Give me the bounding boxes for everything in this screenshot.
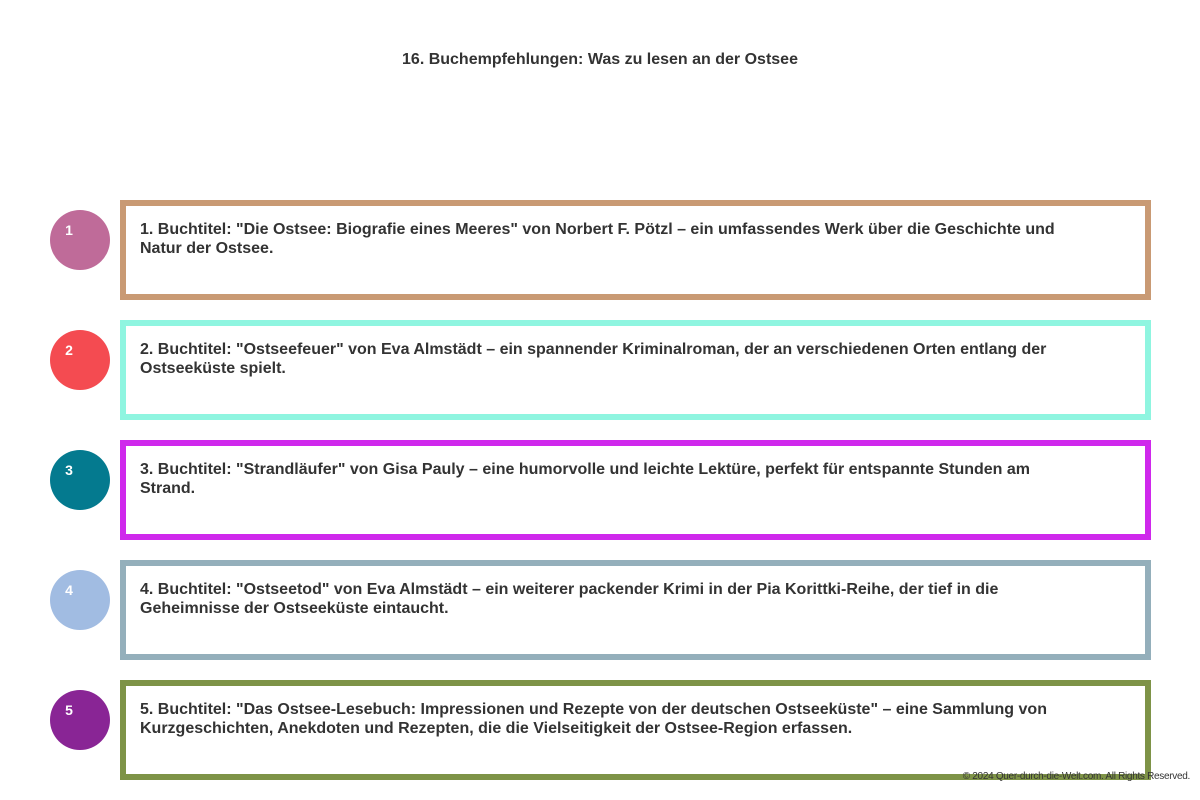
- book-recommendation-text: 1. Buchtitel: "Die Ostsee: Biografie eines Meeres" von Norbert F. Pötzl – ein umfassendes Werk über die Geschichte und Natur der Ostsee.: [140, 221, 1055, 257]
- book-recommendation-text: 3. Buchtitel: "Strandläufer" von Gisa Pauly – eine humorvolle und leichte Lektüre, perfekt für entspannte Stunden am Strand.: [140, 461, 1031, 497]
- number-badge: [50, 570, 110, 630]
- number-badge-label: 2: [65, 342, 73, 358]
- book-recommendation-text: 4. Buchtitel: "Ostseetod" von Eva Almstädt – ein weiterer packender Krimi in der Pia Korittki-Reihe, der tief in die Geheimnisse der Ostseeküste eintaucht.: [140, 581, 999, 617]
- list-item: [0, 200, 1200, 300]
- number-badge: [50, 330, 110, 390]
- book-recommendation-text: 5. Buchtitel: "Das Ostsee-Lesebuch: Impressionen und Rezepte von der deutschen Ostseeküste" – eine Sammlung von Kurzgeschichten, Anekdoten und Rezepten, die die Vielseitigkeit der Ostsee-Region erfassen.: [140, 701, 1047, 737]
- number-badge: [50, 690, 110, 750]
- list-item: [0, 560, 1200, 660]
- book-recommendation-box: [120, 560, 1151, 660]
- copyright-footer: © 2024 Quer-durch-die-Welt.com. All Rights Reserved.: [962, 771, 1190, 782]
- number-badge-label: 1: [65, 222, 73, 238]
- number-badge: [50, 210, 110, 270]
- book-recommendation-box: [120, 440, 1151, 540]
- number-badge-label: 3: [65, 462, 73, 478]
- page-title: 16. Buchempfehlungen: Was zu lesen an der Ostsee: [402, 51, 798, 68]
- number-badge-label: 4: [65, 582, 73, 598]
- list-item: [0, 320, 1200, 420]
- list-item: [0, 680, 1200, 780]
- book-recommendation-box: [120, 320, 1151, 420]
- book-recommendation-box: [120, 200, 1151, 300]
- number-badge-label: 5: [65, 702, 73, 718]
- list-item: [0, 440, 1200, 540]
- book-recommendation-text: 2. Buchtitel: "Ostseefeuer" von Eva Almstädt – ein spannender Kriminalroman, der an verschiedenen Orten entlang der Ostseeküste spielt.: [140, 341, 1047, 377]
- number-badge: [50, 450, 110, 510]
- book-recommendation-box: [120, 680, 1151, 780]
